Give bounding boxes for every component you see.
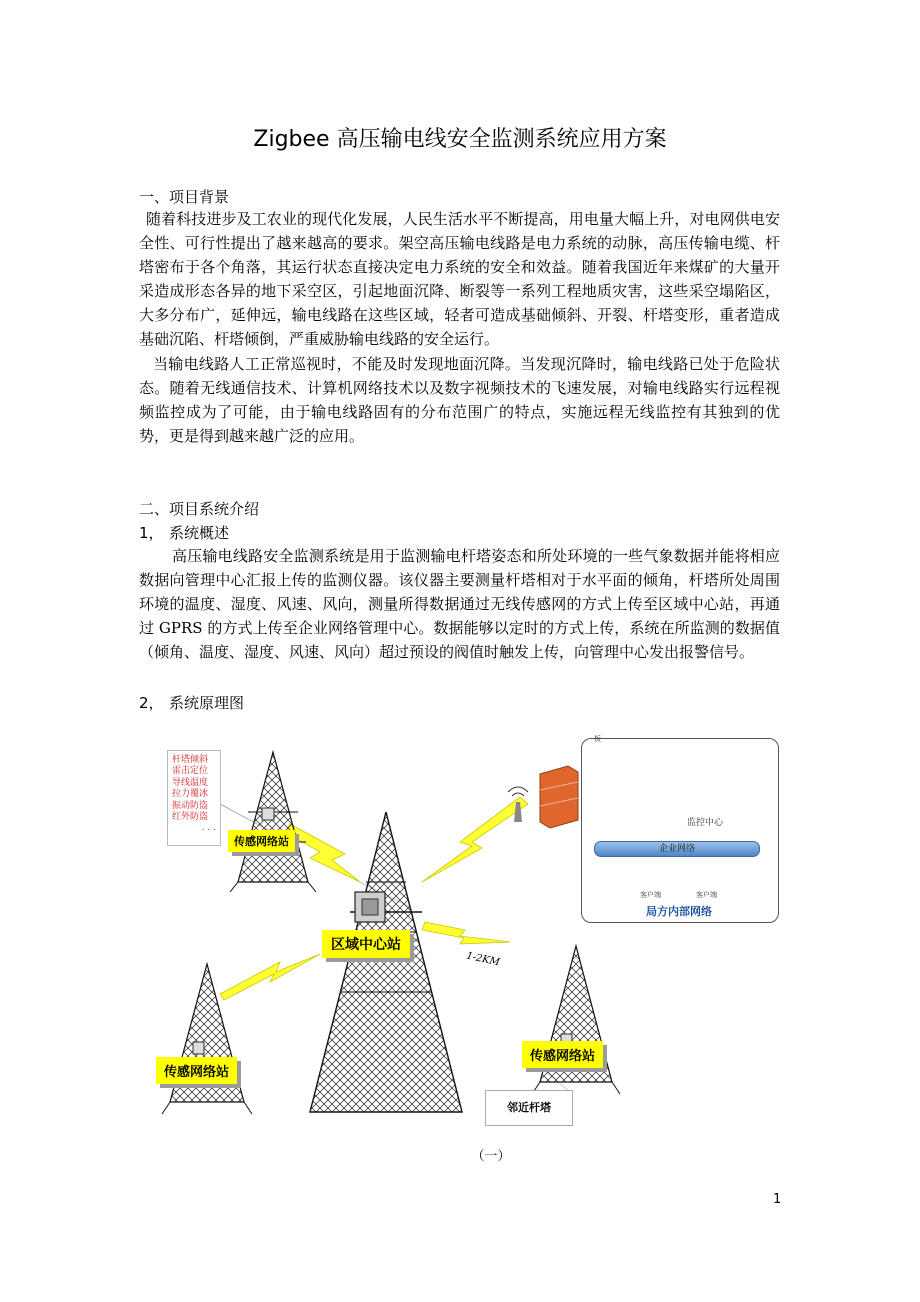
- transmission-tower-icon: [532, 946, 620, 1094]
- client-label: 客户端: [696, 891, 717, 899]
- distance-label: 1-2KM: [465, 950, 501, 969]
- client-label: 客户端: [640, 891, 661, 899]
- subheading-label: 系统原理图: [169, 694, 245, 712]
- enterprise-network-bus: 企业网络: [594, 841, 760, 857]
- bureau-network-label: 局方内部网络: [646, 905, 712, 918]
- section-heading-system: 二、项目系统介绍: [139, 500, 260, 518]
- section-heading-background: 一、项目背景: [139, 188, 230, 206]
- center-station-label: 区域中心站: [322, 930, 410, 958]
- system-diagram: [160, 732, 785, 1138]
- paragraph-background-1: 随着科技进步及工农业的现代化发展，人民生活水平不断提高，用电量大幅上升，对电网供电安全性、可行性提出了越来越高的要求。架空高压输电线路是电力系统的动脉，高压传输电缆、杆塔密布于各个角落，其运行状态直接决定电力系统的安全和效益。随着我国近年来煤矿的大量开采造成形态各异的地下采空区，引起地面沉降、断裂等一系列工程地质灾害，这些采空塌陷区，大多分布广，延伸远，输电线路在这些区域，轻者可造成基础倾斜、开裂、杆塔变形，重者造成基础沉陷、杆塔倾倒，严重威胁输电线路的安全运行。: [139, 210, 780, 348]
- legend-item: 拉力覆冰: [172, 789, 209, 800]
- subheading-diagram: [139, 692, 244, 713]
- sensor-station-label: 传感网络站: [522, 1041, 603, 1068]
- legend-item: 导线温度: [172, 777, 209, 788]
- paragraph-background-2: 当输电线路人工正常巡视时，不能及时发现地面沉降。当发现沉降时，输电线路已处于危险状态。随着无线通信技术、计算机网络技术以及数字视频技术的飞速发展，对输电线路实行远程视频监控成为了可能，由于输电线路固有的分布范围广的特点，实施远程无线监控有其独到的优势，更是得到越来越广泛的应用。: [139, 355, 780, 445]
- transmission-tower-icon: [230, 752, 316, 892]
- legend-item: 红外防盗: [172, 812, 209, 823]
- sensor-station-label: 传感网络站: [156, 1057, 237, 1084]
- sensor-station-label: 传感网络站: [228, 830, 295, 852]
- firewall-icon: [540, 766, 578, 828]
- monitor-center-label: 监控中心: [687, 818, 724, 828]
- paragraph-overview: 高压输电线路安全监测系统是用于监测输电杆塔姿态和所处环境的一些气象数据并能将相应数据向管理中心汇报上传的监测仪器。该仪器主要测量杆塔相对于水平面的倾角，杆塔所处周围环境的温度、湿度、风速、风向，测量所得数据通过无线传感网的方式上传至区域中心站，再通过 GPRS 的方式上传至企业网络管理中心。数据能够以定时的方式上传，系统在所监测的数据值（倾角、温度、湿度、风速、风向）超过预设的阀值时触发上传，向管理中心发出报警信号。: [139, 547, 780, 661]
- subheading-number: 1，: [139, 524, 164, 542]
- neighbor-tower-note: 邻近杆塔: [485, 1090, 573, 1126]
- subheading-number: 2，: [139, 694, 164, 712]
- subheading-label: 系统概述: [169, 524, 230, 542]
- enterprise-network-frame: [581, 738, 779, 923]
- page-title: Zigbee 高压输电线安全监测系统应用方案: [253, 127, 667, 152]
- page-number: 1: [773, 1192, 782, 1207]
- monitoring-items-legend: [167, 750, 221, 846]
- subheading-overview: [139, 522, 229, 543]
- figure-caption: （一）: [471, 1149, 511, 1164]
- legend-item: . . .: [201, 823, 216, 834]
- legend-item: 振动防盗: [172, 800, 209, 811]
- legend-item: 杆塔倾斜: [172, 755, 209, 765]
- legend-item: 雷击定位: [172, 766, 209, 777]
- frame-label: 板: [594, 735, 601, 743]
